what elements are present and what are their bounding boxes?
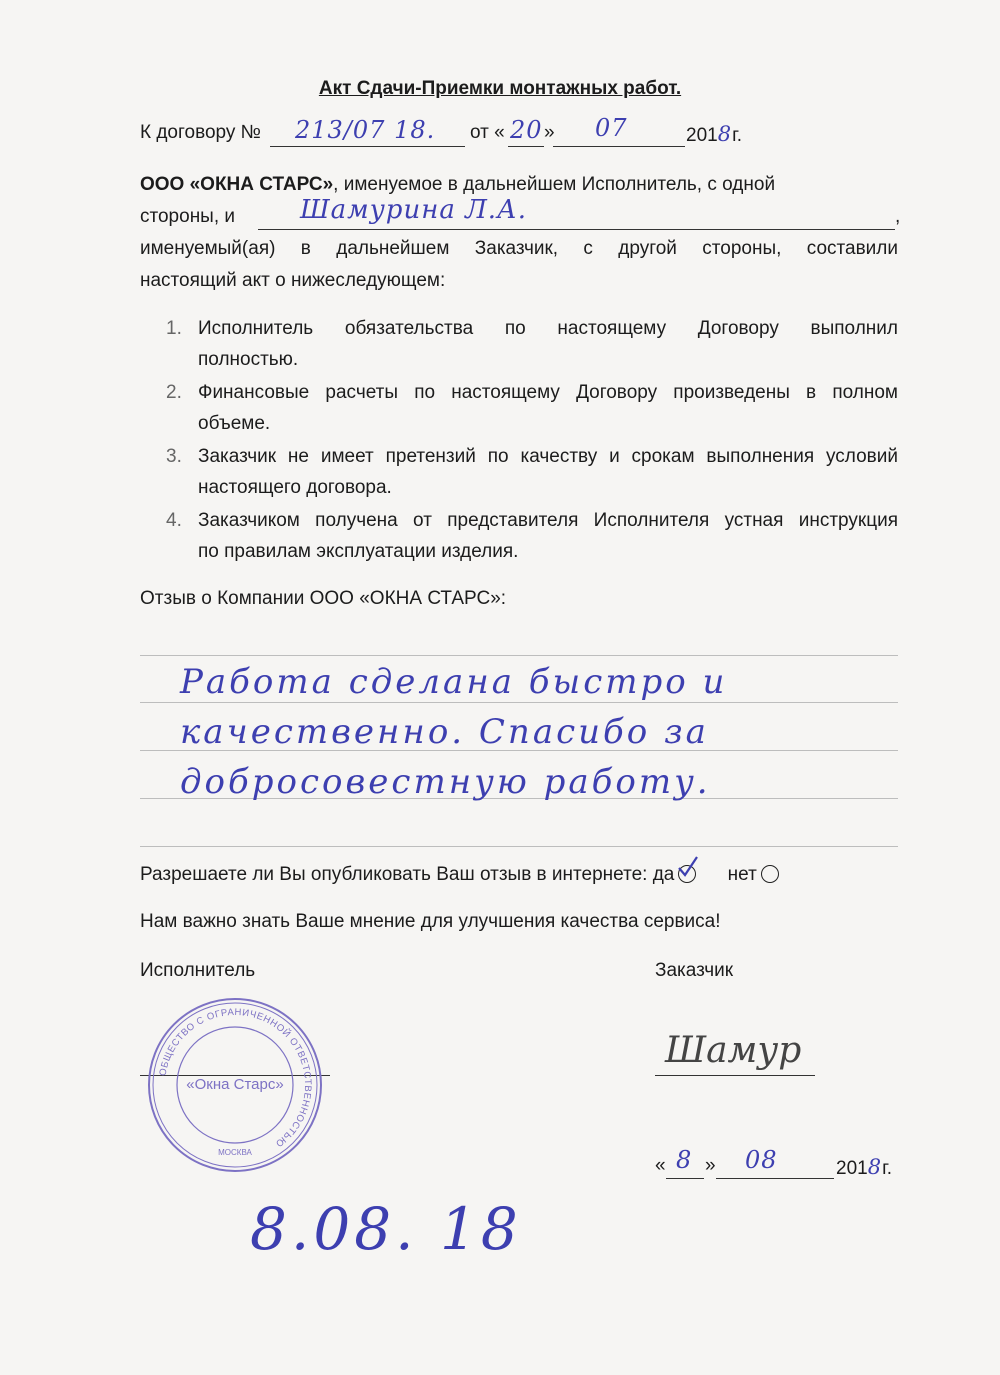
list-item-text: Заказчиком получена от представителя Исполнителя устная инструкция [198,510,898,531]
review-text-line: качественно. Спасибо за [180,712,709,752]
customer-date-day-underline [666,1178,704,1179]
review-label: Отзыв о Компании ООО «ОКНА СТАРС»: [140,588,507,609]
list-item-number: 3. [166,446,182,467]
customer-date-year: 2018г. [836,1155,892,1179]
contract-prefix: К договору № [140,122,262,143]
publish-no-radio[interactable] [761,865,779,883]
review-line [140,702,898,703]
publish-yes-radio[interactable] [678,865,696,883]
list-item-text: Исполнитель обязательства по настоящему Договору выполнил [198,318,898,339]
review-line [140,655,898,656]
review-text-line: добросовестную работу. [180,762,711,802]
contract-month-underline [553,146,685,147]
review-line [140,846,898,847]
customer-date-close: » [705,1155,716,1176]
customer-date-month-underline [716,1178,834,1179]
intro-line-2-suffix: , [895,206,901,227]
handwritten-date: 8.08. 18 [250,1195,522,1263]
list-item-text: Заказчик не имеет претензий по качеству и срокам выполнения условий [198,446,898,467]
list-item-text: объеме. [198,413,271,434]
customer-signature: Шамур [665,1030,802,1071]
list-item-text: настоящего договора. [198,477,392,498]
intro-line-3: именуемый(ая) в дальнейшем Заказчик, с другой стороны, составили [140,238,898,259]
intro-line-2-prefix: стороны, и [140,206,236,227]
customer-date-open: « [655,1155,666,1176]
intro-line-1: ООО «ОКНА СТАРС», именуемое в дальнейшем Исполнитель, с одной [140,174,776,195]
customer-signature-line [655,1075,815,1076]
contract-month: 07 [595,114,628,142]
customer-date-day: 8 [676,1146,693,1174]
contract-from-label: от « [470,122,505,143]
stamp-ring-text: ОБЩЕСТВО С ОГРАНИЧЕННОЙ ОТВЕТСТВЕННОСТЬЮ [157,1006,314,1150]
company-stamp [145,995,325,1175]
review-text-line: Работа сделана быстро и [180,662,728,702]
stamp-city-text: МОСКВА [218,1148,252,1157]
list-item-text: по правилам эксплуатации изделия. [198,541,519,562]
list-item-number: 2. [166,382,182,403]
executor-label: Исполнитель [140,960,256,981]
checkmark-icon [675,854,701,880]
document-title: Акт Сдачи-Приемки монтажных работ. [318,78,682,99]
customer-name: Шамурина Л.А. [300,195,528,225]
publish-question: Разрешаете ли Вы опубликовать Ваш отзыв в интернете: да нет [140,864,779,886]
intro-line-4: настоящий акт о нижеследующем: [140,270,446,291]
contract-number-underline [270,146,465,147]
list-item-text: полностью. [198,349,299,370]
contract-number: 213/07 18. [295,116,436,144]
customer-label: Заказчик [655,960,734,981]
contract-day-close: » [544,122,555,143]
customer-name-underline [258,229,895,230]
contract-day: 20 [510,116,543,144]
stamp-center-text: «Окна Старс» [186,1076,284,1093]
importance-note: Нам важно знать Ваше мнение для улучшения качества сервиса! [140,911,721,932]
customer-date-month: 08 [745,1146,778,1174]
list-item-number: 4. [166,510,182,531]
contract-year: 2018г. [686,122,742,146]
list-item-number: 1. [166,318,182,339]
company-name: ООО «ОКНА СТАРС» [140,174,334,195]
contract-day-underline [508,146,544,147]
list-item-text: Финансовые расчеты по настоящему Договору произведены в полном [198,382,898,403]
